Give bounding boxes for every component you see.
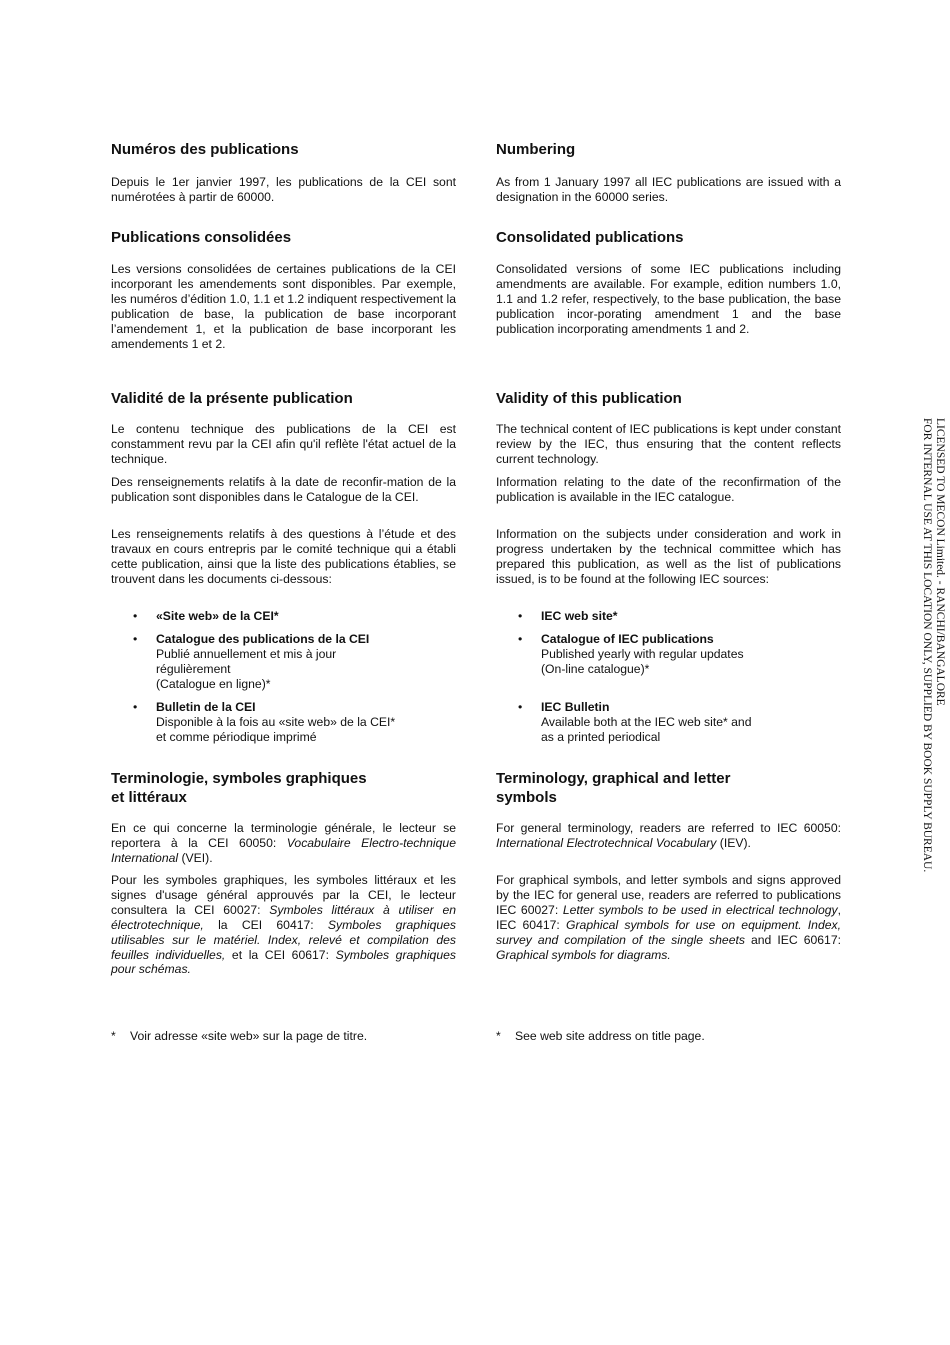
bullet-icon: • bbox=[518, 632, 523, 646]
en-consolidated-text: Consolidated versions of some IEC publications including amendments are available. For example, edition numbers 1.0, 1.1 and 1.2 refer, respectively, to the base publication, the base publication incor-porating amendment 1 and the base publication incorporating amendments 1 and 2. bbox=[496, 262, 841, 336]
fr-consolidated-heading: Publications consolidées bbox=[111, 229, 292, 246]
footnote-star: * bbox=[111, 1029, 116, 1043]
bullet-icon: • bbox=[518, 700, 523, 714]
fr-bullet-catalogue-sub: Publié annuellement et mis à jour régulièrement (Catalogue en ligne)* bbox=[156, 647, 337, 691]
fr-numbering-text: Depuis le 1er janvier 1997, les publications de la CEI sont numérotées à partir de 60000. bbox=[111, 175, 456, 204]
fr-consolidated-text: Les versions consolidées de certaines publications de la CEI incorporant les amendements sont disponibles. Par exemple, les numéros d’édition 1.0, 1.1 et 1.2 indiquent respectivement la publication de base, la publication de base incorporant l’amendement 1, et la publication de base incorporant les amendements 1 et 2. bbox=[111, 262, 456, 351]
fr-terminology-heading bbox=[111, 769, 456, 807]
en-bullet-catalogue-sub: Published yearly with regular updates (On-line catalogue)* bbox=[541, 647, 744, 676]
fr-footnote-text: Voir adresse «site web» sur la page de titre. bbox=[130, 1029, 368, 1043]
fr-numbering-heading: Numéros des publications bbox=[111, 141, 299, 158]
en-validity-p2: Information relating to the date of the reconfirmation of the publication is available in the IEC catalogue. bbox=[496, 475, 841, 504]
en-terminology-heading-line1: Terminology, graphical and letter bbox=[496, 770, 731, 787]
en-validity-p3: Information on the subjects under consideration and work in progress undertaken by the technical committee which has prepared this publication, as well as the list of publications issued, is to be found at the following IEC sources: bbox=[496, 527, 841, 586]
en-terminology-p2: For graphical symbols, and letter symbols and signs approved by the IEC for general use, readers are referred to publications IEC 60027: Letter symbols to be used in electrical technology, IEC 60417: Graphical symbols for use on equipment. Index, survey and compilation of the single sheets and IEC 60617: Graphical symbols for diagrams. bbox=[496, 873, 841, 962]
en-bullet-catalogue-title: Catalogue of IEC publications bbox=[541, 632, 714, 646]
license-line-1: LICENSED TO MECON Limited. - RANCHI/BANGALORE bbox=[934, 418, 946, 706]
fr-consolidated-section bbox=[111, 228, 456, 351]
fr-validity-p3: Les renseignements relatifs à des questions à l’étude et des travaux en cours entrepris par le comité technique qui a établi cette publication, ainsi que la liste des publications établies, se trouvent dans les documents ci-dessous: bbox=[111, 527, 456, 586]
en-terminology-section bbox=[496, 769, 841, 962]
en-validity-p1: The technical content of IEC publications is kept under constant review by the IEC, thus ensuring that the content reflects current technology. bbox=[496, 422, 841, 466]
fr-terminology-p1: En ce qui concerne la terminologie générale, le lecteur se reportera à la CEI 60050: Vocabulaire Electro-technique International (VEI). bbox=[111, 821, 456, 865]
fr-numbering-section bbox=[111, 140, 456, 205]
fr-validity-p1: Le contenu technique des publications de la CEI est constamment revu par la CEI afin qu'il reflète l'état actuel de la technique. bbox=[111, 422, 456, 466]
en-numbering-section bbox=[496, 140, 841, 205]
fr-terminology-p2: Pour les symboles graphiques, les symboles littéraux et les signes d'usage général approuvés par la CEI, le lecteur consultera la CEI 60027: Symboles littéraux à utiliser en électrotechnique, la CEI 60417: Symboles graphiques utilisables sur le matériel. Index, relevé et compilation des feuilles individuelles, et la CEI 60617: Symboles graphiques pour schémas. bbox=[111, 873, 457, 977]
en-numbering-text: As from 1 January 1997 all IEC publications are issued with a designation in the 60000 series. bbox=[496, 175, 841, 204]
en-numbering-heading: Numbering bbox=[496, 141, 576, 158]
fr-bullet-bulletin-sub: Disponible à la fois au «site web» de la CEI* et comme périodique imprimé bbox=[156, 715, 396, 744]
license-line-2: FOR INTERNAL USE AT THIS LOCATION ONLY, SUPPLIED BY BOOK SUPPLY BUREAU. bbox=[921, 418, 933, 873]
fr-bullet-catalogue-title: Catalogue des publications de la CEI bbox=[156, 632, 370, 646]
en-validity-heading: Validity of this publication bbox=[496, 390, 682, 407]
en-footnote bbox=[496, 1029, 705, 1044]
fr-footnote bbox=[111, 1029, 367, 1044]
en-terminology-p1: For general terminology, readers are referred to IEC 60050: International Electrotechnical Vocabulary (IEV). bbox=[496, 821, 841, 850]
en-consolidated-heading: Consolidated publications bbox=[496, 229, 684, 246]
en-bullet-website-title: IEC web site* bbox=[541, 609, 618, 623]
fr-terminology-heading-line1: Terminologie, symboles graphiques bbox=[111, 770, 367, 787]
license-side-note bbox=[918, 418, 946, 933]
footnote-star: * bbox=[496, 1029, 501, 1043]
en-bullet-bulletin-title: IEC Bulletin bbox=[541, 700, 610, 714]
fr-terminology-heading-line2: et littéraux bbox=[111, 789, 187, 806]
fr-validity-p2: Des renseignements relatifs à la date de reconfir-mation de la publication sont disponibles dans le Catalogue de la CEI. bbox=[111, 475, 456, 504]
fr-validity-section bbox=[111, 389, 456, 586]
en-validity-section bbox=[496, 389, 841, 586]
fr-bullet-bulletin-title: Bulletin de la CEI bbox=[156, 700, 256, 714]
fr-validity-heading: Validité de la présente publication bbox=[111, 390, 353, 407]
bullet-icon: • bbox=[133, 609, 138, 623]
en-footnote-text: See web site address on title page. bbox=[515, 1029, 705, 1043]
fr-terminology-section bbox=[111, 769, 457, 977]
fr-bullet-website-title: «Site web» de la CEI* bbox=[156, 609, 279, 623]
en-bullet-bulletin-sub: Available both at the IEC web site* and as a printed periodical bbox=[541, 715, 752, 744]
en-consolidated-section bbox=[496, 228, 841, 337]
bullet-icon: • bbox=[133, 700, 138, 714]
en-terminology-heading-line2: symbols bbox=[496, 789, 557, 806]
en-terminology-heading bbox=[496, 769, 841, 807]
bullet-icon: • bbox=[518, 609, 523, 623]
bullet-icon: • bbox=[133, 632, 138, 646]
